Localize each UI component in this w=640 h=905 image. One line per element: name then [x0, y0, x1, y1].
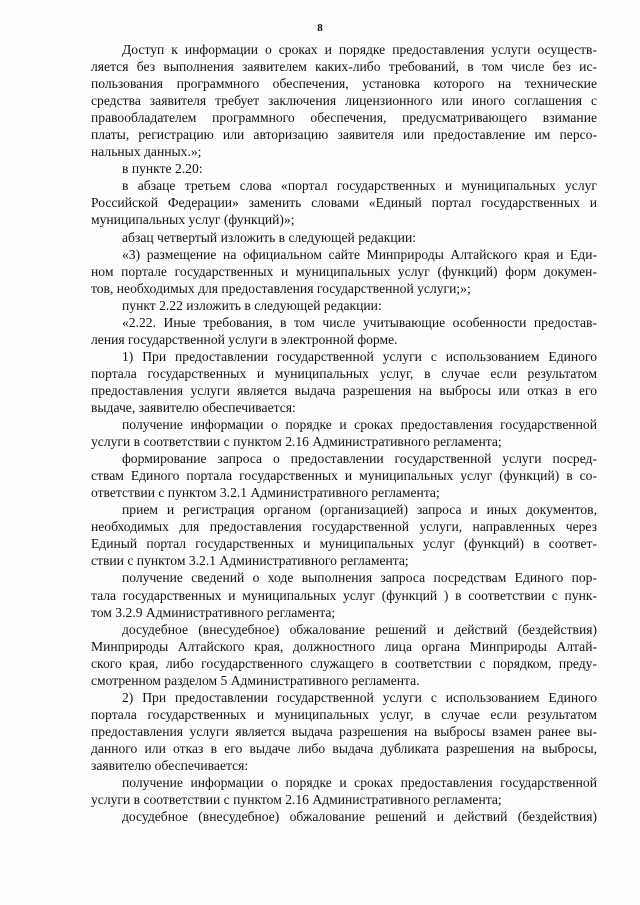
text-line: Российской Федерации» заменить словами «Единый портал государственных и	[91, 195, 597, 211]
text-line: в пункте 2.20:	[122, 161, 203, 177]
text-line: досудебное (внесудебное) обжалование решений и действий (бездействия)	[122, 809, 597, 825]
text-line: портала государственных и муниципальных услуг, в случае если результатом	[91, 365, 597, 381]
text-line: ления государственной услуги в электронной форме.	[91, 331, 398, 347]
text-line: тов, необходимых для предоставления государственной услуги;»;	[91, 280, 471, 296]
text-line: «2.22. Иные требования, в том числе учитывающие особенности предостав-	[122, 314, 597, 330]
text-line: муниципальных услуг (функций)»;	[91, 212, 295, 228]
text-line: в абзаце третьем слова «портал государственных и муниципальных услуг	[122, 178, 597, 194]
text-line: Минприроды Алтайского края, должностного лица органа Минприроды Алтай-	[91, 638, 597, 654]
text-line: услуги в соответствии с пунктом 2.16 Административного регламента;	[91, 434, 502, 450]
page-number: 8	[317, 22, 323, 34]
text-line: 1) При предоставлении государственной услуги с использованием Единого	[122, 348, 597, 364]
text-line: 2) При предоставлении государственной услуги с использованием Единого	[122, 689, 597, 705]
text-line: платы, регистрацию или авторизацию заявителя или предоставление им персо-	[91, 127, 597, 143]
text-line: ответствии с пунктом 3.2.1 Административного регламента;	[91, 485, 440, 501]
text-line: ствии с пунктом 3.2.1 Административного регламента;	[91, 553, 409, 569]
text-line: смотренном разделом 5 Административного регламента.	[91, 672, 420, 688]
text-line: тала государственных и муниципальных услуг (функций ) в соответствии с пунк-	[91, 587, 597, 603]
document-body	[91, 41, 597, 825]
text-line: пункт 2.22 изложить в следующей редакции:	[122, 297, 382, 313]
text-line: получение информации о порядке и сроках предоставления государственной	[122, 775, 597, 791]
text-line: Доступ к информации о сроках и порядке предоставления услуги осуществ-	[122, 42, 597, 57]
text-line: пользования программного обеспечения, установка которого на технические	[91, 76, 597, 92]
text-line: досудебное (внесудебное) обжалование решений и действий (бездействия)	[122, 621, 597, 637]
text-line: предоставления услуги является выдача разрешения на выбросы взамен ранее вы-	[91, 723, 597, 739]
text-line: заявителю обеспечивается:	[91, 757, 249, 773]
text-line: портала государственных и муниципальных услуг, в случае если результатом	[91, 706, 597, 722]
text-line: «3) размещение на официальном сайте Минприроды Алтайского края и Еди-	[122, 246, 597, 262]
text-line: выдаче, заявителю обеспечивается:	[91, 399, 296, 415]
text-line: правообладателем программного обеспечения, предусматривающего взимание	[91, 110, 597, 126]
text-line: абзац четвертый изложить в следующей редакции:	[122, 229, 417, 245]
text-line: получение сведений о ходе выполнения запроса посредствам Единого пор-	[122, 570, 597, 586]
text-line: ном портале государственных и муниципальных услуг (функций) форм докумен-	[91, 263, 597, 279]
text-line: необходимых для предоставления государственной услуги, направленных через	[91, 519, 597, 535]
text-line: ствам Единого портала государственных и муниципальных услуг (функций) в со-	[91, 468, 597, 484]
text-line: нальных данных.»;	[91, 144, 202, 160]
text-line: получение информации о порядке и сроках предоставления государственной	[122, 417, 597, 433]
text-line: средства заявителя требует заключения лицензионного или иного соглашения с	[91, 93, 597, 109]
text-line: Единый портал государственных и муниципальных услуг (функций) в соответ-	[91, 536, 597, 552]
text-line: предоставления услуги является выдача разрешения на выбросы или отказ в его	[91, 382, 597, 398]
text-line: прием и регистрация органом (организацией) запроса и иных документов,	[122, 502, 597, 518]
text-line: услуги в соответствии с пунктом 2.16 Административного регламента;	[91, 792, 502, 808]
text-line: данного или отказ в его выдаче либо выдача дубликата разрешения на выбросы,	[91, 740, 597, 756]
text-line: ляется без выполнения заявителем каких-либо требований, в том числе без ис-	[91, 59, 597, 75]
text-line: ского края, либо государственного служащего в соответствии с порядком, преду-	[91, 655, 597, 671]
text-line: том 3.2.9 Административного регламента;	[91, 604, 336, 620]
text-line: формирование запроса о предоставлении государственной услуги посред-	[122, 451, 597, 467]
